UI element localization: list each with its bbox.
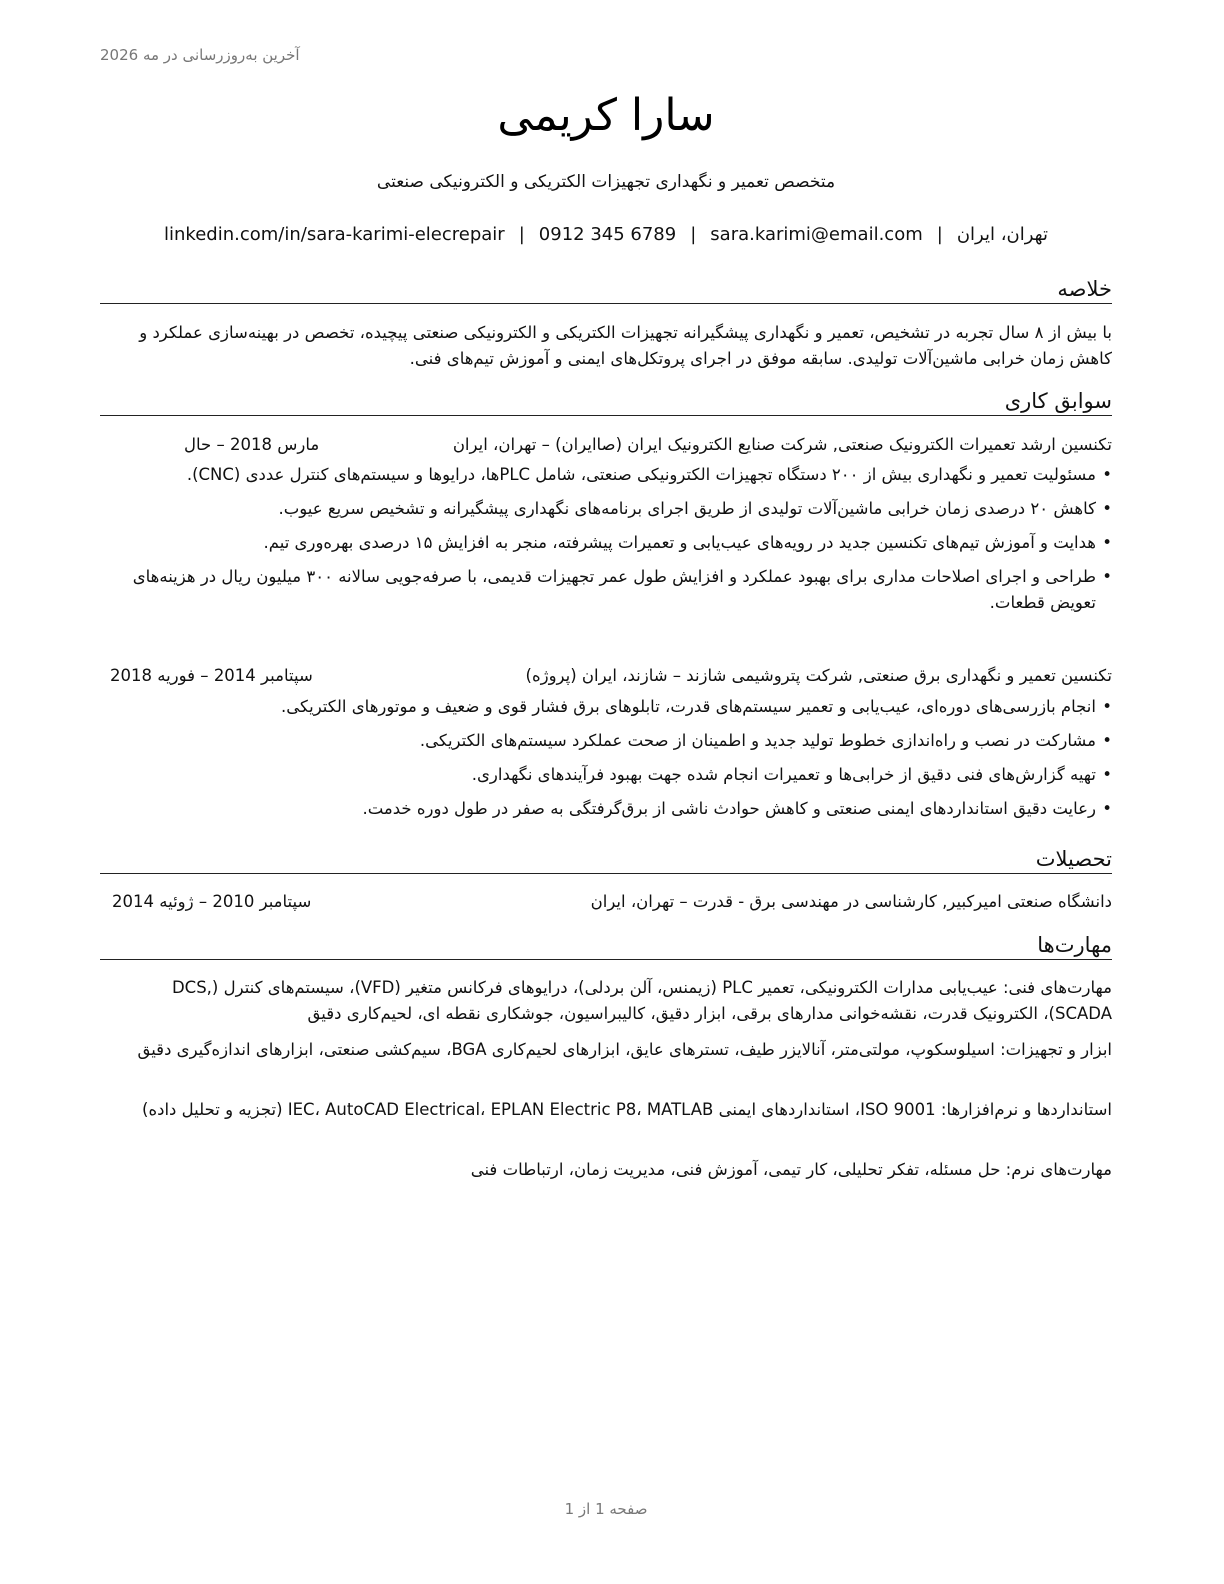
education-entry <box>100 889 1112 915</box>
list-item: • انجام بازرسی‌های دوره‌ای، عیب‌یابی و تعمیر سیستم‌های قدرت، تابلوهای برق فشار قوی و ضعیف و موتورهای الکتریکی. <box>100 694 1112 720</box>
summary-text: با بیش از ۸ سال تجربه در تشخیص، تعمیر و نگهداری پیشگیرانه تجهیزات الکتریکی و الکترونیکی صنعتی پیچیده، تخصص در بهینه‌سازی عملکرد و کاهش زمان خرابی ماشین‌آلات تولیدی. سابقه موفق در اجرای پروتکل‌های ایمنی و آموزش تیم‌های فنی. <box>139 323 1112 368</box>
section-heading-skills: مهارت‌ها <box>100 932 1112 960</box>
list-item: • طراحی و اجرای اصلاحات مداری برای بهبود عملکرد و افزایش طول عمر تجهیزات قدیمی، با صرفه‌جویی سالانه ۳۰۰ میلیون ریال در هزینه‌های تعویض قطعات. <box>100 564 1112 616</box>
skill-line: مهارت‌های فنی: عیب‌یابی مدارات الکترونیکی، تعمیر PLC (زیمنس، آلن بردلی)، درایوهای فرکانس متغیر (VFD)، سیستم‌های کنترل (DCS, SCADA)، الکترونیک قدرت، نقشه‌خوانی مدارهای برقی، ابزار دقیق، کالیبراسیون، جوشکاری نقطه ای، لحیم‌کاری دقیق <box>171 978 1112 1023</box>
contact-separator: | <box>690 224 697 245</box>
contact-linkedin[interactable]: linkedin.com/in/sara-karimi-elecrepair <box>164 224 505 245</box>
contact-phone[interactable]: 0912 345 6789 <box>538 224 677 245</box>
person-name: سارا کریمی <box>497 90 715 141</box>
job-header <box>100 432 1112 458</box>
contact-separator: | <box>518 224 525 245</box>
job-bullets <box>100 462 1112 624</box>
section-heading-education: تحصیلات <box>100 846 1112 874</box>
job-bullets <box>100 694 1112 830</box>
page-number: صفحه 1 از 1 <box>564 1500 648 1518</box>
contact-separator: | <box>936 224 943 245</box>
section-heading-experience: سوابق کاری <box>100 388 1112 416</box>
job-dates: مارس 2018 – حال <box>184 435 320 454</box>
job-subtitle: متخصص تعمیر و نگهداری تجهیزات الکتریکی و الکترونیکی صنعتی <box>376 172 836 192</box>
job-title: تکنسین ارشد تعمیرات الکترونیک صنعتی, شرکت صنایع الکترونیک ایران (صاایران) – تهران، ایران <box>452 435 1112 454</box>
job-header <box>100 663 1112 689</box>
contact-line <box>100 224 1112 245</box>
job-title: تکنسین تعمیر و نگهداری برق صنعتی, شرکت پتروشیمی شازند – شازند، ایران (پروژه) <box>525 666 1112 685</box>
list-item: • مسئولیت تعمیر و نگهداری بیش از ۲۰۰ دستگاه تجهیزات الکترونیکی صنعتی، شامل PLCها، درایوها و سیستم‌های کنترل عددی (CNC). <box>100 462 1112 488</box>
education-title: دانشگاه صنعتی امیرکبیر, کارشناسی در مهندسی برق - قدرت – تهران، ایران <box>590 892 1112 911</box>
resume-page <box>100 0 1112 1584</box>
contact-email[interactable]: sara.karimi@email.com <box>710 224 923 245</box>
last-updated: آخرین به‌روزرسانی در مه 2026 <box>100 46 300 64</box>
contact-location: تهران، ایران <box>956 224 1048 245</box>
skill-line: مهارت‌های نرم: حل مسئله، تفکر تحلیلی، کار تیمی، آموزش فنی، مدیریت زمان، ارتباطات فنی <box>470 1160 1112 1179</box>
education-dates: سپتامبر 2010 – ژوئیه 2014 <box>112 892 312 911</box>
list-item: • هدایت و آموزش تیم‌های تکنسین جدید در رویه‌های عیب‌یابی و تعمیرات پیشرفته، منجر به افزایش ۱۵ درصدی بهره‌وری تیم. <box>100 530 1112 556</box>
list-item: • رعایت دقیق استانداردهای ایمنی صنعتی و کاهش حوادث ناشی از برق‌گرفتگی به صفر در طول دوره خدمت. <box>100 796 1112 822</box>
skill-line: استانداردها و نرم‌افزارها: ISO 9001، استانداردهای ایمنی IEC، AutoCAD Electrical، EPLAN Electric P8، MATLAB (تجزیه و تحلیل داده) <box>142 1100 1112 1119</box>
skill-line: ابزار و تجهیزات: اسیلوسکوپ، مولتی‌متر، آنالایزر طیف، تسترهای عایق، ابزارهای لحیم‌کاری BGA، سیم‌کشی صنعتی، ابزارهای اندازه‌گیری دقیق <box>137 1040 1112 1059</box>
list-item: • تهیه گزارش‌های فنی دقیق از خرابی‌ها و تعمیرات انجام شده جهت بهبود فرآیندهای نگهداری. <box>100 762 1112 788</box>
list-item: • مشارکت در نصب و راه‌اندازی خطوط تولید جدید و اطمینان از صحت عملکرد سیستم‌های الکتریکی. <box>100 728 1112 754</box>
job-dates: سپتامبر 2014 – فوریه 2018 <box>110 666 313 685</box>
list-item: • کاهش ۲۰ درصدی زمان خرابی ماشین‌آلات تولیدی از طریق اجرای برنامه‌های نگهداری پیشگیرانه و تشخیص سریع عیوب. <box>100 496 1112 522</box>
section-heading-summary: خلاصه <box>100 276 1112 304</box>
